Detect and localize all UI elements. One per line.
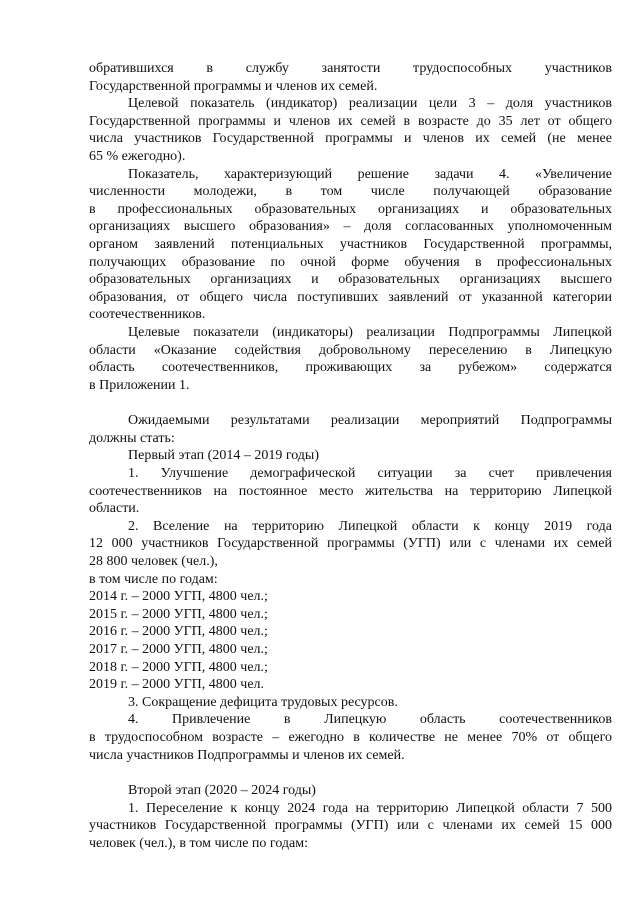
text-line: 65 % ежегодно). (89, 148, 186, 164)
list-item: 2019 г. – 2000 УГП, 4800 чел. (89, 677, 265, 693)
text-line: соотечественников на постоянное место жительства на территорию Липецкой (89, 483, 612, 499)
text-line: Государственной программы и членов их семей в возрасте до 35 лет от общего (89, 113, 612, 129)
text-line: организациях высшего образования» – доля согласованных уполномоченным (89, 219, 612, 235)
text-line: человек (чел.), в том числе по годам: (89, 835, 309, 851)
paragraph-task4-indicator (89, 166, 612, 324)
list-item: 2017 г. – 2000 УГП, 4800 чел.; (89, 642, 268, 657)
text-line: 2. Вселение на территорию Липецкой области к концу 2019 года (128, 518, 612, 534)
text-line: числа участников Подпрограммы и членов их семей. (89, 747, 405, 763)
text-line: обратившихся в службу занятости трудоспособных участников (89, 61, 612, 76)
text-line: области «Оказание содействия добровольному переселению в Липецкую (89, 342, 612, 358)
stage1-heading: Первый этап (2014 – 2019 годы) (128, 448, 319, 464)
text-line: в Приложении 1. (89, 377, 190, 393)
text-line: численности молодежи, в том числе получающей образование (89, 184, 612, 200)
document-body (89, 60, 612, 853)
stage2-heading: Второй этап (2020 – 2024 годы) (128, 783, 316, 799)
list-item: 2016 г. – 2000 УГП, 4800 чел.; (89, 624, 268, 640)
text-line: образования, от общего числа поступивших заявлений от указанной категории (89, 289, 612, 305)
text-line: в профессиональных образовательных организациях и образовательных (89, 201, 612, 217)
paragraph-continuation (89, 60, 612, 95)
list-item: 2018 г. – 2000 УГП, 4800 чел.; (89, 659, 268, 675)
text-line: 28 800 человек (чел.), (89, 554, 218, 570)
paragraph-goal3-indicator (89, 95, 612, 165)
paragraph-subprogram-indicators (89, 324, 612, 394)
text-line: 1. Улучшение демографической ситуации за счет привлечения (128, 466, 612, 482)
text-line: соотечественников. (89, 307, 206, 323)
text-line: Целевые показатели (индикаторы) реализации Подпрограммы Липецкой (128, 324, 612, 340)
text-line: образовательных организациях и образовательных организациях высшего (89, 272, 612, 288)
stage1-item-2 (89, 518, 612, 588)
stage1-item-3: 3. Сокращение дефицита трудовых ресурсов. (128, 694, 398, 710)
paragraph-gap (89, 394, 612, 412)
text-line: органом заявлений потенциальных участников Государственной программы, (89, 236, 612, 252)
text-line: участников Государственной программы (УГП) или с членами их семей 15 000 (89, 818, 612, 834)
text-line: в трудоспособном возрасте – ежегодно в количестве не менее 70% от общего (89, 729, 612, 745)
text-line: числа участников Государственной программы и членов их семей (не менее (89, 131, 612, 147)
text-line: Показатель, характеризующий решение задачи 4. «Увеличение (128, 166, 612, 182)
text-line: 12 000 участников Государственной программы (УГП) или с членами их семей (89, 536, 612, 552)
text-line: 1. Переселение к концу 2024 года на территорию Липецкой области 7 500 (128, 800, 612, 816)
text-line: Государственной программы и членов их семей. (89, 78, 378, 94)
paragraph-gap (89, 764, 612, 782)
list-item: 2015 г. – 2000 УГП, 4800 чел.; (89, 606, 268, 622)
list-item: 2014 г. – 2000 УГП, 4800 чел.; (89, 589, 268, 605)
text-line: области. (89, 501, 140, 517)
text-line: Ожидаемыми результатами реализации мероприятий Подпрограммы (128, 413, 612, 429)
paragraph-expected-results (89, 412, 612, 447)
text-line: в том числе по годам: (89, 571, 218, 587)
text-line: 4. Привлечение в Липецкую область соотечественников (128, 712, 612, 728)
text-line: область соотечественников, проживающих за рубежом» содержатся (89, 360, 612, 376)
stage1-item-4 (89, 711, 612, 764)
yearly-targets-list (89, 588, 612, 694)
stage2-item-1 (89, 800, 612, 853)
text-line: получающих образование по очной форме обучения в профессиональных (89, 254, 612, 270)
text-line: должны стать: (89, 430, 175, 446)
text-line: Целевой показатель (индикатор) реализации цели 3 – доля участников (128, 96, 612, 112)
stage1-item-1 (89, 465, 612, 518)
